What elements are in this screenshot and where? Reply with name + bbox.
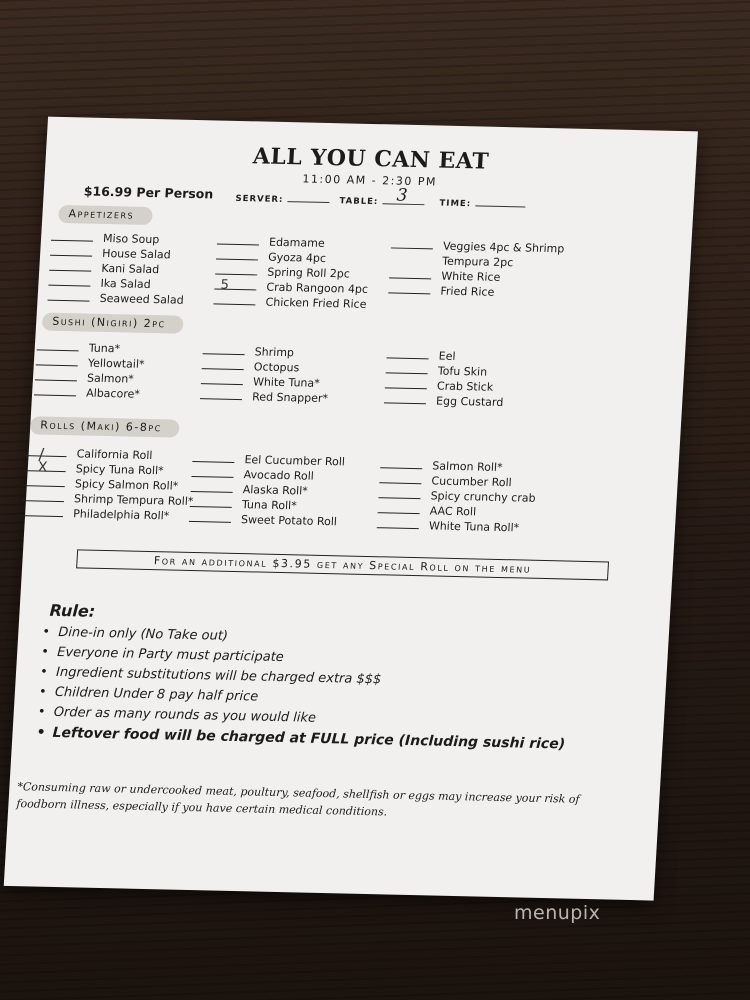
table-number-handwritten: 3: [396, 185, 409, 206]
menu-item: Salmon*: [35, 370, 144, 387]
sushi-col-1: [34, 340, 146, 402]
menu-item: Ika Salad: [48, 276, 185, 294]
menu-item: Salmon Roll*: [380, 458, 538, 477]
rolls-col-3: [376, 458, 537, 536]
menu-item: Tofu Skin: [385, 363, 505, 381]
menu-item: Spicy Salmon Roll*: [22, 476, 194, 495]
handwritten-mark: /: [38, 444, 45, 464]
menu-item: Chicken Fried Rice: [213, 294, 367, 312]
sushi-col-3: [384, 348, 507, 411]
menu-item: Crab Stick: [384, 378, 504, 396]
time-field: [439, 196, 525, 211]
appetizers-col-1: [47, 231, 187, 309]
menu-item: Yellowtail*: [35, 355, 144, 372]
menu-item: House Salad: [50, 246, 187, 264]
table-blank: [382, 185, 425, 206]
menu-item: Red Snapper*: [200, 389, 329, 407]
server-blank: [287, 192, 330, 203]
rolls-col-2: [189, 452, 346, 530]
special-roll-banner: For an additional $3.95 get any Special Roll on the menu: [76, 549, 609, 580]
rules-heading: Rule:: [49, 600, 96, 621]
rule-item: • Order as many rounds as you would like: [37, 705, 567, 737]
table-field: [339, 185, 425, 208]
menu-item: White Rice: [389, 268, 563, 287]
menu-item: Miso Soup: [51, 231, 188, 249]
server-label: SERVER:: [235, 193, 284, 205]
menu-item: Veggies 4pc & Shrimp: [391, 238, 565, 257]
appetizers-heading: Appetizers: [58, 205, 153, 225]
appetizers-col-2: [213, 234, 371, 312]
handwritten-mark: X: [37, 459, 48, 476]
rule-item: • Ingredient substitutions will be charged extra $$$: [39, 665, 569, 697]
menu-item: Cucumber Roll: [379, 473, 537, 492]
rule-item: • Everyone in Party must participate: [41, 645, 571, 677]
menu-item: Spicy crunchy crab: [378, 488, 536, 507]
time-label: TIME:: [439, 198, 472, 210]
menu-sheet: [4, 117, 698, 901]
sushi-heading: Sushi (Nigiri) 2pc: [42, 313, 184, 334]
menu-item: Tuna Roll*: [189, 497, 342, 515]
menu-item: Shrimp: [202, 344, 331, 362]
menu-item: Eel: [386, 348, 506, 366]
hours: 11:00 AM - 2:30 PM: [302, 172, 438, 189]
rule-item: • Leftover food will be charged at FULL price (Including sushi rice): [36, 725, 566, 757]
menu-item: Albacore*: [34, 385, 143, 402]
menu-item: Tuna*: [36, 340, 145, 357]
menupix-watermark: menupix: [514, 902, 601, 924]
menu-item: Eel Cucumber Roll: [192, 452, 345, 470]
rule-item: • Dine-in only (No Take out): [42, 625, 572, 657]
price-per-person: $16.99 Per Person: [83, 183, 214, 202]
menu-item: Egg Custard: [384, 393, 504, 411]
menu-item: Philadelphia Roll*: [21, 506, 193, 525]
sushi-col-2: [200, 344, 331, 407]
rule-item: • Children Under 8 pay half price: [38, 685, 568, 717]
menu-item: 5 Crab Rangoon 4pc: [214, 279, 368, 297]
menu-item: Avocado Roll: [191, 467, 344, 485]
menu-item: White Tuna Roll*: [376, 518, 534, 537]
menu-item: Sweet Potato Roll: [189, 512, 342, 530]
table-label: TABLE:: [339, 196, 379, 208]
time-blank: [475, 196, 526, 207]
server-field: [235, 191, 330, 206]
menu-item: Seaweed Salad: [47, 291, 184, 309]
menu-item: Kani Salad: [49, 261, 186, 279]
health-disclaimer: *Consuming raw or undercooked meat, poultury, seafood, shellfish or eggs may increase your risk of foodborn illness, especially if you have certain medical conditions.: [16, 780, 580, 819]
rolls-heading: Rolls (Maki) 6-8pc: [30, 416, 180, 437]
menu-item: Alaska Roll*: [190, 482, 343, 500]
menu-item: AAC Roll: [377, 503, 535, 522]
menu-item: Edamame: [217, 234, 371, 252]
menu-item: Shrimp Tempura Roll*: [22, 491, 194, 510]
handwritten-mark: 5: [220, 277, 230, 293]
menu-title: ALL YOU CAN EAT: [252, 143, 490, 175]
appetizers-col-3: [388, 238, 565, 302]
menu-item: / California Roll: [24, 446, 196, 465]
menu-item: X Spicy Tuna Roll*: [23, 461, 195, 480]
menu-item: White Tuna*: [201, 374, 330, 392]
menu-item: Fried Rice: [388, 283, 562, 302]
menu-item: Spring Roll 2pc: [215, 264, 369, 282]
rules-list: [36, 625, 571, 757]
menu-item: Tempura 2pc: [441, 254, 514, 270]
menu-item: Gyoza 4pc: [216, 249, 370, 267]
menu-item: Octopus: [201, 359, 330, 377]
rolls-col-1: [21, 446, 197, 525]
